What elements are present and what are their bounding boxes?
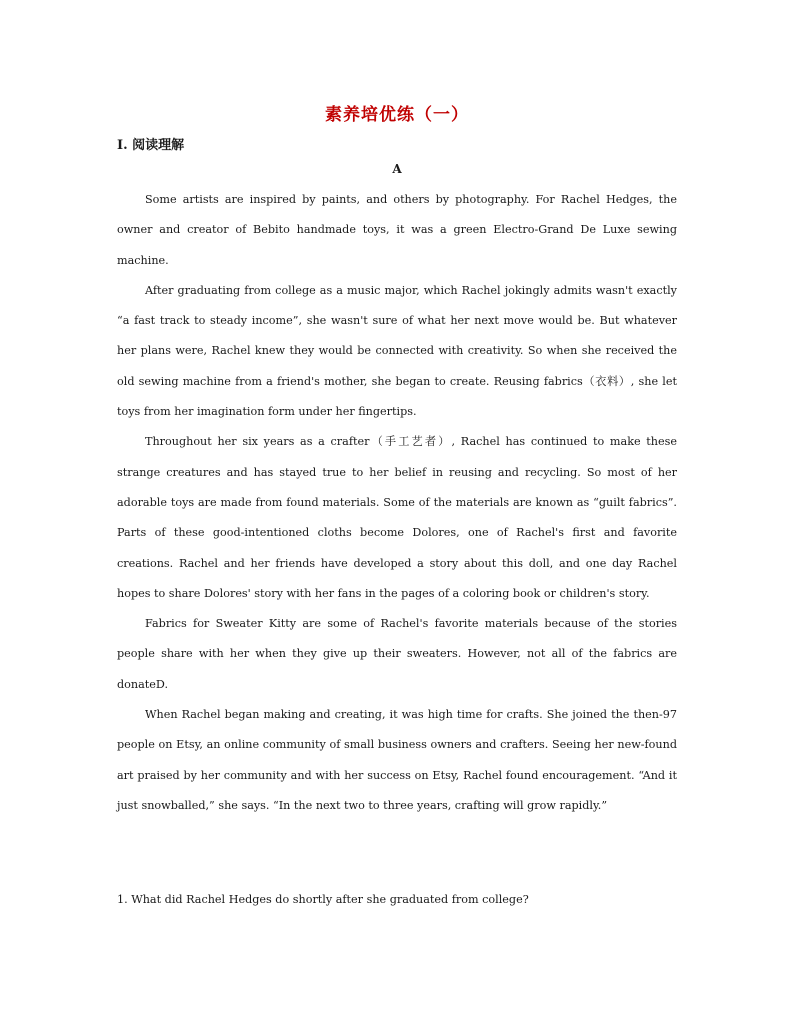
paragraph: When Rachel began making and creating, it was high time for crafts. She joined the then-97 people on Etsy, an online community of small business owners and crafters. Seeing her new-found art praised by her community and with her success on Etsy, Rachel found encouragement. “And it just snowballed,” she says. “In the next two to three years, crafting will grow rapidly.” bbox=[117, 708, 677, 812]
paragraph: Some artists are inspired by paints, and others by photography. For Rachel Hedges, the owner and creator of Bebito handmade toys, it was a green Electro-Grand De Luxe sewing machine. bbox=[117, 193, 677, 267]
passage-body bbox=[117, 185, 677, 821]
page-title: 素养培优练（一） bbox=[325, 105, 469, 125]
passage-label: A bbox=[392, 162, 402, 176]
paragraph: After graduating from college as a music major, which Rachel jokingly admits wasn't exactly “a fast track to steady income”, she wasn't sure of what her next move would be. But whatever her plans were, Rachel knew they would be connected with creativity. So when she received the old sewing machine from a friend's mother, she began to create. Reusing fabrics（衣料）, she let toys from her imagination form under her fingertips. bbox=[117, 283, 677, 419]
paragraph: Throughout her six years as a crafter（手工艺者）, Rachel has continued to make these strange creatures and has stayed true to her belief in reusing and recycling. So most of her adorable toys are made from found materials. Some of the materials are known as “guilt fabrics”. Parts of these good-intentioned cloths become Dolores, one of Rachel's first and favorite creations. Rachel and her friends have developed a story about this doll, and one day Rachel hopes to share Dolores' story with her fans in the pages of a coloring book or children's story. bbox=[117, 435, 677, 600]
question-1: 1. What did Rachel Hedges do shortly after she graduated from college? bbox=[117, 893, 529, 906]
paragraph: Fabrics for Sweater Kitty are some of Rachel's favorite materials because of the stories people share with her when they give up their sweaters. However, not all of the fabrics are donateD. bbox=[117, 617, 677, 691]
section-heading: Ⅰ. 阅读理解 bbox=[117, 138, 185, 153]
